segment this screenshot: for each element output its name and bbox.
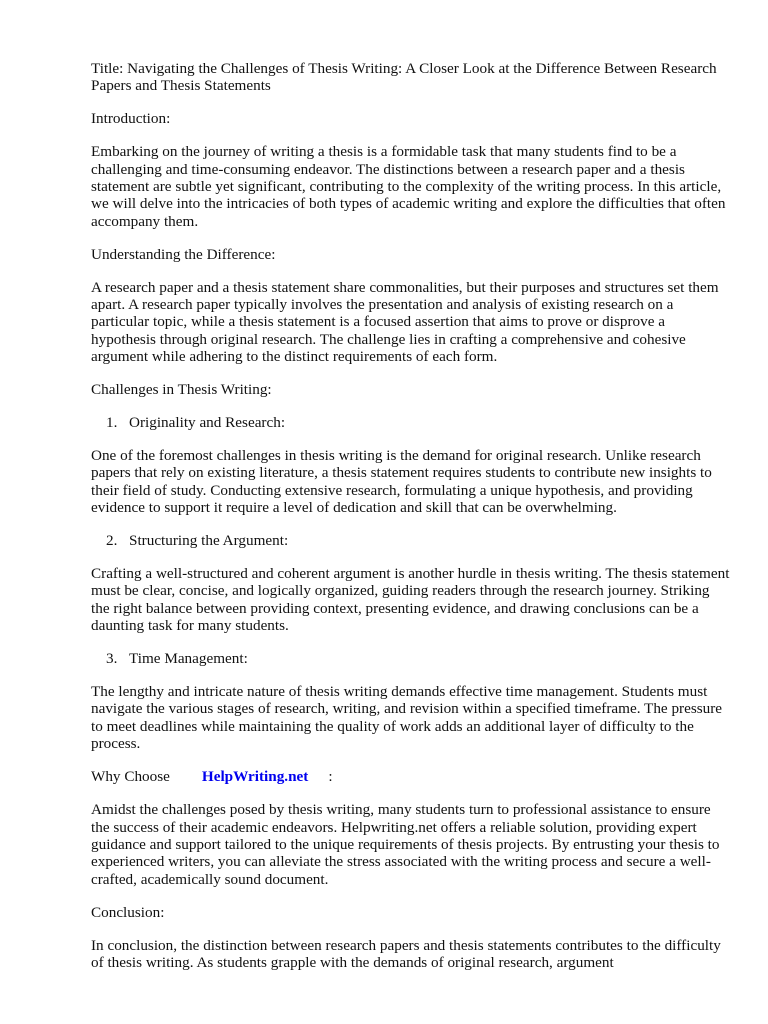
why-choose-prefix: Why Choose [91,768,170,786]
helpwriting-link[interactable]: HelpWriting.net [201,768,309,786]
challenge-paragraph-originality: One of the foremost challenges in thesis writing is the demand for original research. Unlike research papers that rely on existing literature, a thesis statement requires students to contribute new insights to their field of study. Conducting extensive research, formulating a unique hypothesis, and providing evidence to support it require a level of dedication and skill that can be overwhelming. [91,447,712,517]
intro-heading: Introduction: [91,110,171,128]
list-number: 2. [106,532,118,550]
list-number: 3. [106,650,118,668]
challenges-heading: Challenges in Thesis Writing: [91,381,272,399]
list-number: 1. [106,414,118,432]
list-item-title: Time Management: [129,650,248,668]
challenge-paragraph-structuring: Crafting a well-structured and coherent argument is another hurdle in thesis writing. The thesis statement must be clear, concise, and logically organized, guiding readers through the research journey. Striking the right balance between providing context, presenting evidence, and drawing conclusions can be a daunting task for many students. [91,565,730,635]
document-page [91,60,731,987]
challenge-item-originality [91,414,731,431]
why-choose-heading [91,768,731,785]
why-choose-paragraph: Amidst the challenges posed by thesis writing, many students turn to professional assistance to ensure the success of their academic endeavors. Helpwriting.net offers a reliable solution, providing expert guidance and support tailored to the unique requirements of thesis projects. By entrusting your thesis to experienced writers, you can alleviate the stress associated with the writing process and secure a well-crafted, academically sound document. [91,801,720,888]
challenge-paragraph-time: The lengthy and intricate nature of thesis writing demands effective time management. Students must navigate the various stages of research, writing, and revision within a specified timeframe. The pressure to meet deadlines while maintaining the quality of work adds an additional layer of difficulty to the process. [91,683,723,753]
intro-paragraph: Embarking on the journey of writing a thesis is a formidable task that many students find to be a challenging and time-consuming endeavor. The distinctions between a research paper and a thesis statement are subtle yet significant, contributing to the complexity of the writing process. In this article, we will delve into the intricacies of both types of academic writing and explore the difficulties that often accompany them. [91,143,726,230]
challenge-item-structuring [91,532,731,549]
list-item-title: Originality and Research: [129,414,286,432]
document-title: Title: Navigating the Challenges of Thesis Writing: A Closer Look at the Difference Between Research Papers and Thesis Statements [91,60,717,95]
why-choose-suffix: : [328,768,333,786]
conclusion-paragraph: In conclusion, the distinction between research papers and thesis statements contributes to the difficulty of thesis writing. As students grapple with the demands of original research, argument [91,936,721,971]
list-item-title: Structuring the Argument: [129,532,289,550]
difference-heading: Understanding the Difference: [91,245,276,263]
conclusion-heading: Conclusion: [91,903,165,921]
challenge-item-time [91,650,731,667]
difference-paragraph: A research paper and a thesis statement share commonalities, but their purposes and structures set them apart. A research paper typically involves the presentation and analysis of existing research on a particular topic, while a thesis statement is a focused assertion that aims to prove or disprove a hypothesis through original research. The challenge lies in crafting a comprehensive and cohesive argument while adhering to the distinct requirements of each form. [91,278,719,366]
